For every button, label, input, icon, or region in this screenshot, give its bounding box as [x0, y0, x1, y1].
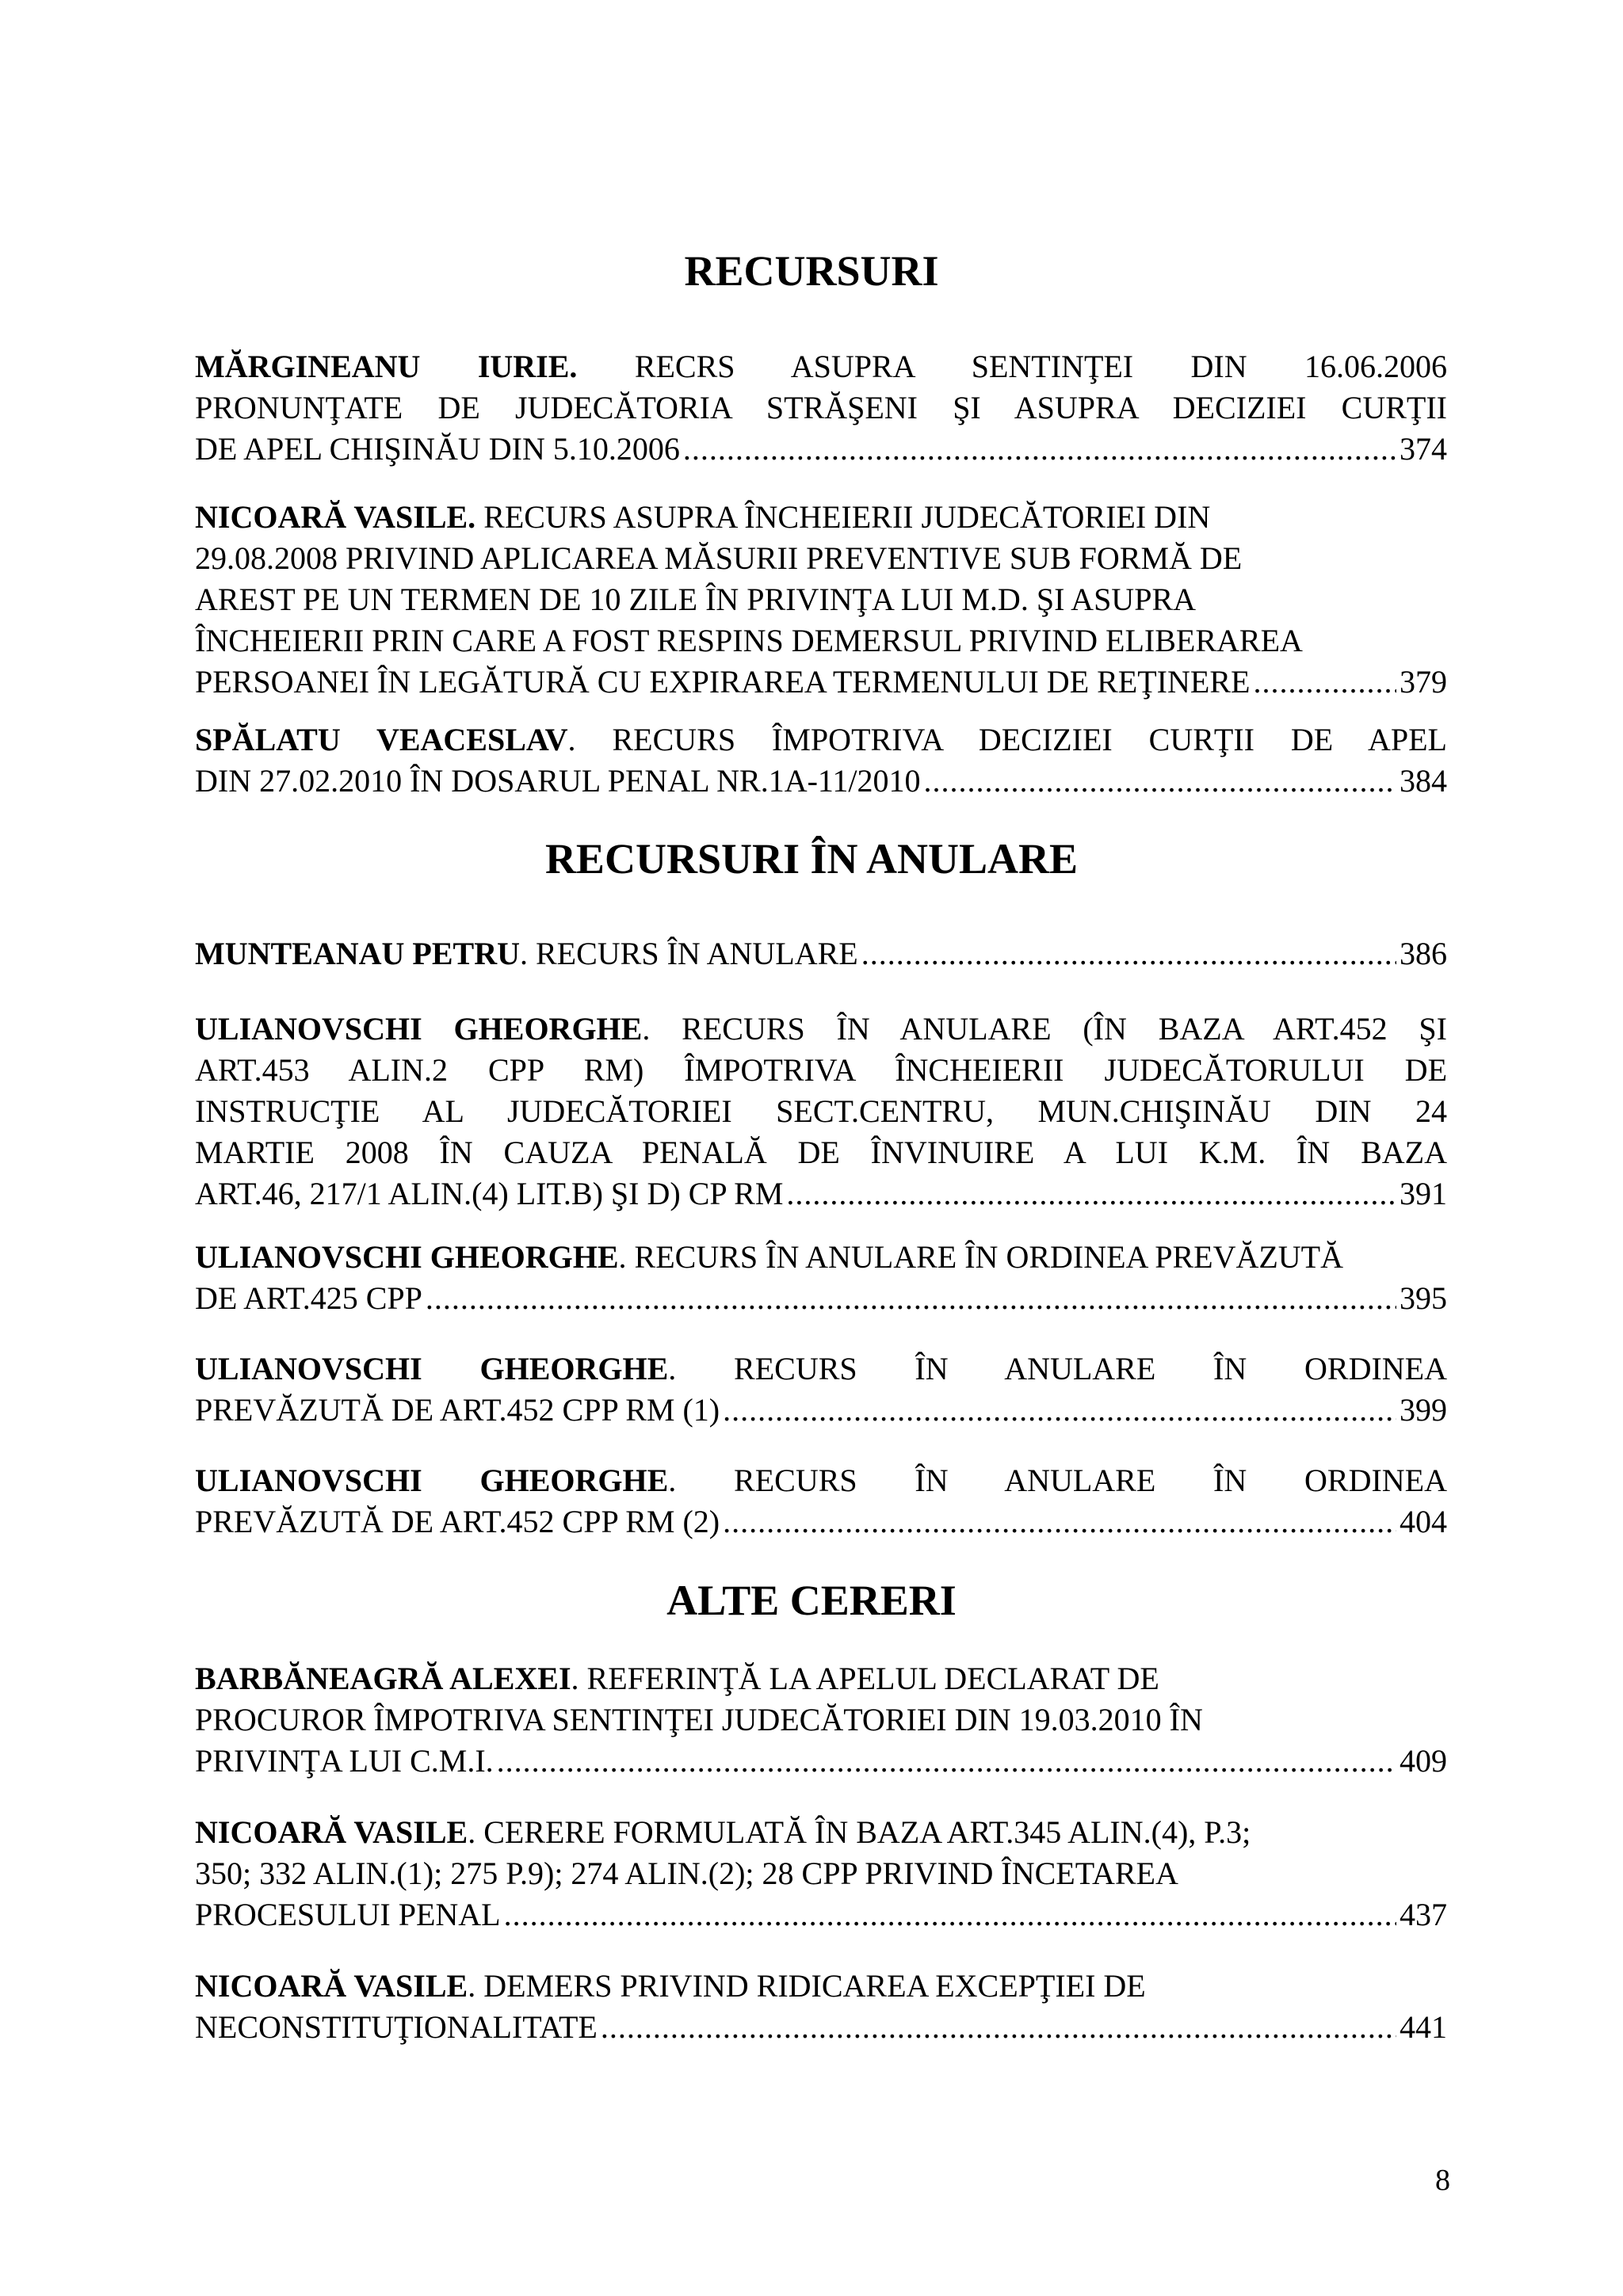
entry-name: ULIANOVSCHI GHEORGHE: [195, 1351, 669, 1386]
toc-entry[interactable]: [195, 1348, 1447, 1431]
entry-name: BARBĂNEAGRĂ ALEXEI: [195, 1661, 571, 1696]
toc-line-last: [195, 2007, 1447, 2048]
toc-entry[interactable]: [195, 1009, 1447, 1215]
entry-name: ULIANOVSCHI GHEORGHE: [195, 1011, 643, 1047]
entry-text: PERSOANEI ÎN LEGĂTURĂ CU EXPIRAREA TERMENULUI DE REŢINERE: [195, 664, 1251, 700]
toc-entry[interactable]: [195, 1237, 1447, 1319]
toc-line: ART.453 ALIN.2 CPP RM) ÎMPOTRIVA ÎNCHEIERII JUDECĂTORULUI DE: [195, 1052, 1447, 1088]
toc-line: ÎNCHEIERII PRIN CARE A FOST RESPINS DEMERSUL PRIVIND ELIBERAREA: [195, 623, 1303, 658]
toc-line-last: [195, 662, 1447, 703]
entry-page-number: 441: [1400, 2009, 1447, 2045]
dot-leader: [1253, 662, 1396, 703]
page-number: 8: [1435, 2164, 1450, 2197]
entry-page-number: 379: [1400, 664, 1447, 700]
entry-name: NICOARĂ VASILE: [195, 1814, 468, 1850]
toc-line-last: [195, 1741, 1447, 1782]
entry-page-number: 386: [1400, 936, 1447, 971]
entry-page-number: 384: [1400, 763, 1447, 799]
toc-entry[interactable]: [195, 1658, 1447, 1782]
entry-text: . RECURS ÎMPOTRIVA DECIZIEI CURŢII DE APEL: [567, 722, 1447, 757]
entry-page-number: 374: [1400, 431, 1447, 467]
dot-leader: [924, 761, 1396, 802]
toc-line-last: [195, 933, 1447, 974]
dot-leader: [861, 933, 1396, 974]
toc-line-last: [195, 761, 1447, 802]
dot-leader: [723, 1390, 1396, 1431]
section-heading-recursuri: RECURSURI: [684, 247, 939, 295]
toc-line: MARTIE 2008 ÎN CAUZA PENALĂ DE ÎNVINUIRE A LUI K.M. ÎN BAZA: [195, 1135, 1447, 1170]
entry-name: MĂRGINEANU IURIE.: [195, 349, 578, 384]
entry-text: NECONSTITUŢIONALITATE: [195, 2009, 598, 2045]
entry-page-number: 399: [1400, 1392, 1447, 1428]
dot-leader: [786, 1173, 1396, 1215]
entry-text: . DEMERS PRIVIND RIDICAREA EXCEPŢIEI DE: [468, 1968, 1146, 2004]
entry-text: PREVĂZUTĂ DE ART.452 CPP RM (2): [195, 1504, 720, 1539]
toc-entry[interactable]: [195, 1812, 1447, 1936]
dot-leader: [683, 429, 1396, 470]
toc-line: [195, 1460, 1447, 1501]
entry-text: . RECURS ÎN ANULARE ÎN ORDINEA: [668, 1463, 1447, 1498]
entry-text: PRIVINŢA LUI C.M.I.: [195, 1743, 494, 1779]
toc-entry[interactable]: [195, 497, 1447, 703]
toc-line-last: [195, 1278, 1447, 1319]
entry-name: ULIANOVSCHI GHEORGHE: [195, 1463, 669, 1498]
entry-name: MUNTEANAU PETRU: [195, 936, 520, 971]
entry-page-number: 391: [1400, 1176, 1447, 1211]
toc-line: [195, 1237, 1447, 1278]
entry-text: . CERERE FORMULATĂ ÎN BAZA ART.345 ALIN.(4), P.3;: [468, 1814, 1251, 1850]
dot-leader: [601, 2007, 1396, 2048]
entry-text: PROCESULUI PENAL: [195, 1897, 501, 1932]
entry-name: ULIANOVSCHI GHEORGHE: [195, 1239, 619, 1275]
entry-text: PREVĂZUTĂ DE ART.452 CPP RM (1): [195, 1392, 720, 1428]
toc-line: [195, 1658, 1447, 1699]
entry-name: NICOARĂ VASILE.: [195, 499, 476, 535]
entry-page-number: 404: [1400, 1504, 1447, 1539]
entry-page-number: 409: [1400, 1743, 1447, 1779]
toc-line: [195, 1348, 1447, 1390]
entry-text: RECRS ASUPRA SENTINŢEI DIN 16.06.2006: [577, 349, 1447, 384]
entry-page-number: 437: [1400, 1897, 1447, 1932]
section-heading-alte-cereri: ALTE CERERI: [666, 1577, 957, 1624]
toc-line-last: [195, 1173, 1447, 1215]
toc-line: [195, 1966, 1447, 2007]
toc-line: [195, 1812, 1447, 1853]
dot-leader: [723, 1501, 1396, 1543]
toc-line: AREST PE UN TERMEN DE 10 ZILE ÎN PRIVINŢA LUI M.D. ŞI ASUPRA: [195, 582, 1197, 617]
entry-text: ART.46, 217/1 ALIN.(4) LIT.B) ŞI D) CP RM: [195, 1176, 784, 1211]
toc-entry[interactable]: [195, 933, 1447, 974]
toc-line: [195, 346, 1447, 387]
entry-text: . RECURS ÎN ANULARE (ÎN BAZA ART.452 ŞI: [642, 1011, 1447, 1047]
toc-line: [195, 719, 1447, 761]
dot-leader: [426, 1278, 1396, 1319]
toc-line: 29.08.2008 PRIVIND APLICAREA MĂSURII PREVENTIVE SUB FORMĂ DE: [195, 540, 1243, 576]
entry-name: NICOARĂ VASILE: [195, 1968, 468, 2004]
toc-line: [195, 1009, 1447, 1050]
dot-leader: [497, 1741, 1396, 1782]
toc-line-last: [195, 429, 1447, 470]
entry-text: . RECURS ÎN ANULARE ÎN ORDINEA: [668, 1351, 1447, 1386]
entry-text: DE APEL CHIŞINĂU DIN 5.10.2006: [195, 431, 680, 467]
section-heading-recursuri-in-anulare: RECURSURI ÎN ANULARE: [544, 835, 1079, 883]
toc-entry[interactable]: [195, 1966, 1447, 2048]
toc-entry[interactable]: [195, 346, 1447, 470]
toc-line: PRONUNŢATE DE JUDECĂTORIA STRĂŞENI ŞI ASUPRA DECIZIEI CURŢII: [195, 390, 1447, 425]
dot-leader: [504, 1894, 1396, 1936]
entry-text: . RECURS ÎN ANULARE ÎN ORDINEA PREVĂZUTĂ: [618, 1239, 1343, 1275]
toc-entry[interactable]: [195, 1460, 1447, 1543]
toc-line: PROCUROR ÎMPOTRIVA SENTINŢEI JUDECĂTORIEI DIN 19.03.2010 ÎN: [195, 1702, 1203, 1737]
entry-name: SPĂLATU VEACESLAV: [195, 722, 568, 757]
entry-text: . RECURS ÎN ANULARE: [520, 936, 858, 971]
entry-text: . REFERINŢĂ LA APELUL DECLARAT DE: [571, 1661, 1159, 1696]
toc-line-last: [195, 1894, 1447, 1936]
toc-line: 350; 332 ALIN.(1); 275 P.9); 274 ALIN.(2); 28 CPP PRIVIND ÎNCETAREA: [195, 1855, 1178, 1891]
entry-text: DE ART.425 CPP: [195, 1280, 422, 1316]
toc-line-last: [195, 1390, 1447, 1431]
entry-text: RECURS ASUPRA ÎNCHEIERII JUDECĂTORIEI DIN: [475, 499, 1211, 535]
entry-page-number: 395: [1400, 1280, 1447, 1316]
toc-line: INSTRUCŢIE AL JUDECĂTORIEI SECT.CENTRU, MUN.CHIŞINĂU DIN 24: [195, 1093, 1447, 1129]
entry-text: DIN 27.02.2010 ÎN DOSARUL PENAL NR.1A-11/2010: [195, 763, 921, 799]
toc-line: [195, 497, 1447, 538]
toc-line-last: [195, 1501, 1447, 1543]
toc-entry[interactable]: [195, 719, 1447, 802]
